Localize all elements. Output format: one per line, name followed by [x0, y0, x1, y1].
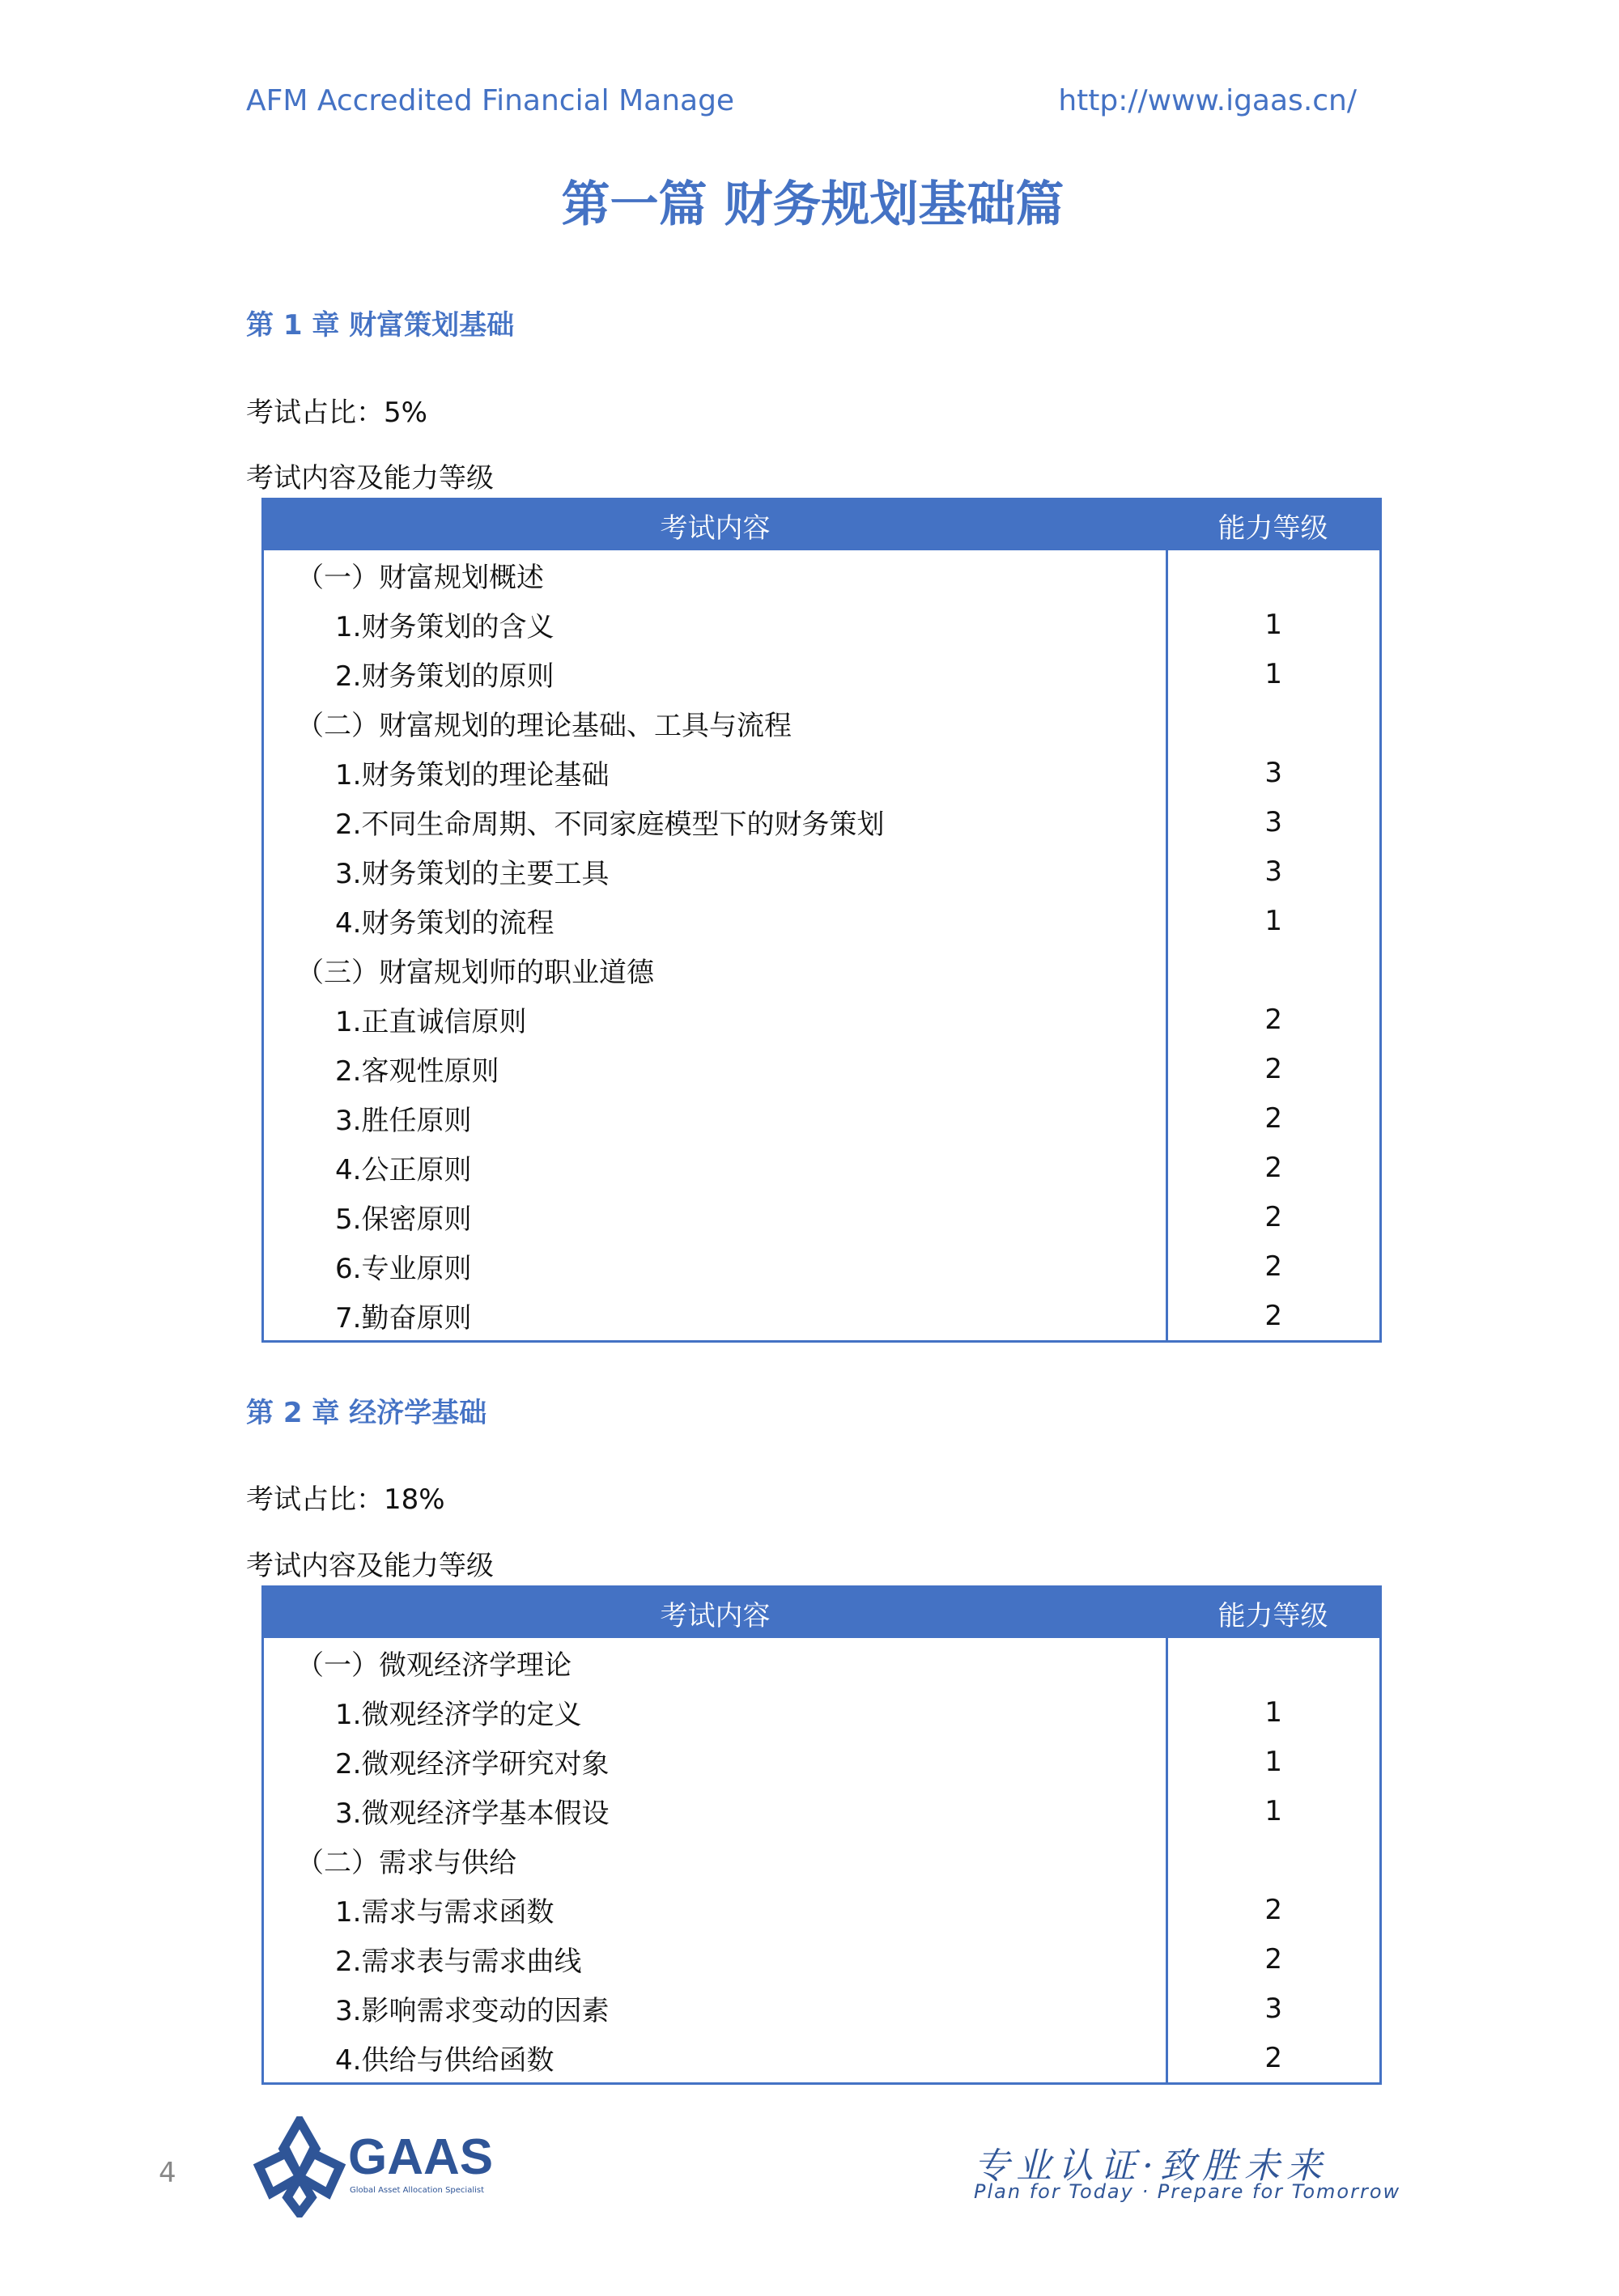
- table-row: [263, 748, 1381, 797]
- content-cell: （二）财富规划的理论基础、工具与流程: [263, 698, 1167, 748]
- chapter-2-table-label: 考试内容及能力等级: [246, 1550, 494, 1582]
- level-cell: 2: [1264, 1250, 1283, 1283]
- level-cell: 2: [1264, 1003, 1283, 1036]
- level-cell: [1166, 1836, 1381, 1885]
- page-number: 4: [159, 2157, 176, 2189]
- chapter-1-table-label: 考试内容及能力等级: [246, 462, 494, 494]
- level-cell: 3: [1264, 805, 1283, 838]
- content-cell: 4.公正原则: [263, 1143, 1167, 1192]
- level-cell: 2: [1264, 1942, 1283, 1976]
- content-cell: 3.影响需求变动的因素: [263, 1984, 1167, 2033]
- content-cell: 1.正直诚信原则: [263, 995, 1167, 1044]
- content-cell: 3.微观经济学基本假设: [263, 1786, 1167, 1836]
- level-cell: 2: [1264, 1299, 1283, 1332]
- level-cell: 2: [1264, 1151, 1283, 1184]
- content-cell: 4.财务策划的流程: [263, 896, 1167, 945]
- content-cell: 3.胜任原则: [263, 1093, 1167, 1143]
- table-row: [263, 1192, 1381, 1241]
- table-row: [263, 797, 1381, 847]
- table-row: [263, 1291, 1381, 1342]
- table-row: [263, 600, 1381, 649]
- level-cell: 1: [1264, 1695, 1283, 1729]
- table-section-row: [263, 945, 1381, 995]
- column-header-content: 考试内容: [263, 499, 1167, 551]
- column-header-level: 能力等级: [1166, 1587, 1381, 1639]
- header-url[interactable]: http://www.igaas.cn/: [1058, 84, 1357, 117]
- level-cell: 2: [1264, 1200, 1283, 1233]
- content-cell: 4.供给与供给函数: [263, 2033, 1167, 2084]
- table-section-row: [263, 1836, 1381, 1885]
- content-cell: （一）财富规划概述: [263, 550, 1167, 600]
- level-cell: 2: [1264, 1052, 1283, 1085]
- chapter-2-table: [261, 1585, 1382, 2085]
- table-row: [263, 1885, 1381, 1934]
- table-row: [263, 896, 1381, 945]
- header-left-text: AFM Accredited Financial Manage: [246, 84, 735, 117]
- table-row: [263, 1737, 1381, 1786]
- level-cell: 2: [1264, 2041, 1283, 2074]
- content-cell: 3.财务策划的主要工具: [263, 847, 1167, 896]
- content-cell: （三）财富规划师的职业道德: [263, 945, 1167, 995]
- column-header-level: 能力等级: [1166, 499, 1381, 551]
- level-cell: 1: [1264, 608, 1283, 641]
- content-cell: 5.保密原则: [263, 1192, 1167, 1241]
- gaas-logo-icon: [251, 2116, 348, 2217]
- table-row: [263, 1093, 1381, 1143]
- level-cell: 3: [1264, 756, 1283, 789]
- content-cell: 1.财务策划的含义: [263, 600, 1167, 649]
- level-cell: 1: [1264, 1745, 1283, 1778]
- table-row: [263, 1934, 1381, 1984]
- part-title: 第一篇 财务规划基础篇: [561, 176, 1064, 233]
- level-cell: [1166, 1638, 1381, 1687]
- level-cell: [1166, 945, 1381, 995]
- gaas-logo-text: GAAS: [348, 2129, 494, 2185]
- content-cell: 2.客观性原则: [263, 1044, 1167, 1093]
- level-cell: 3: [1264, 1992, 1283, 2025]
- table-row: [263, 847, 1381, 896]
- table-row: [263, 1044, 1381, 1093]
- content-cell: 1.财务策划的理论基础: [263, 748, 1167, 797]
- chapter-1-heading: 第 1 章 财富策划基础: [246, 309, 515, 342]
- table-row: [263, 1786, 1381, 1836]
- level-cell: 1: [1264, 1794, 1283, 1827]
- level-cell: 1: [1264, 657, 1283, 690]
- content-cell: （二）需求与供给: [263, 1836, 1167, 1885]
- level-cell: [1166, 698, 1381, 748]
- level-cell: 2: [1264, 1101, 1283, 1135]
- level-cell: 2: [1264, 1893, 1283, 1926]
- level-cell: [1166, 550, 1381, 600]
- content-cell: 2.不同生命周期、不同家庭模型下的财务策划: [263, 797, 1167, 847]
- table-row: [263, 2033, 1381, 2084]
- chapter-1-ratio: 考试占比：5%: [246, 397, 427, 429]
- column-header-content: 考试内容: [263, 1587, 1167, 1639]
- content-cell: 1.需求与需求函数: [263, 1885, 1167, 1934]
- table-row: [263, 1241, 1381, 1291]
- content-cell: 2.需求表与需求曲线: [263, 1934, 1167, 1984]
- content-cell: 7.勤奋原则: [263, 1291, 1167, 1342]
- chapter-2-heading: 第 2 章 经济学基础: [246, 1397, 487, 1429]
- table-row: [263, 995, 1381, 1044]
- table-section-row: [263, 698, 1381, 748]
- table-section-row: [263, 1638, 1381, 1687]
- slogan-chinese: 专业认证·致胜未来: [974, 2145, 1328, 2187]
- content-cell: 2.微观经济学研究对象: [263, 1737, 1167, 1786]
- content-cell: 1.微观经济学的定义: [263, 1687, 1167, 1737]
- gaas-logo-subtitle: Global Asset Allocation Specialist: [350, 2186, 485, 2195]
- content-cell: 6.专业原则: [263, 1241, 1167, 1291]
- table-row: [263, 1984, 1381, 2033]
- table-row: [263, 1143, 1381, 1192]
- table-row: [263, 649, 1381, 698]
- table-row: [263, 1687, 1381, 1737]
- level-cell: 1: [1264, 904, 1283, 937]
- content-cell: （一）微观经济学理论: [263, 1638, 1167, 1687]
- table-section-row: [263, 550, 1381, 600]
- content-cell: 2.财务策划的原则: [263, 649, 1167, 698]
- chapter-2-ratio: 考试占比：18%: [246, 1483, 445, 1516]
- chapter-1-table: [261, 498, 1382, 1343]
- level-cell: 3: [1264, 855, 1283, 888]
- slogan-english: Plan for Today · Prepare for Tomorrow: [974, 2180, 1401, 2203]
